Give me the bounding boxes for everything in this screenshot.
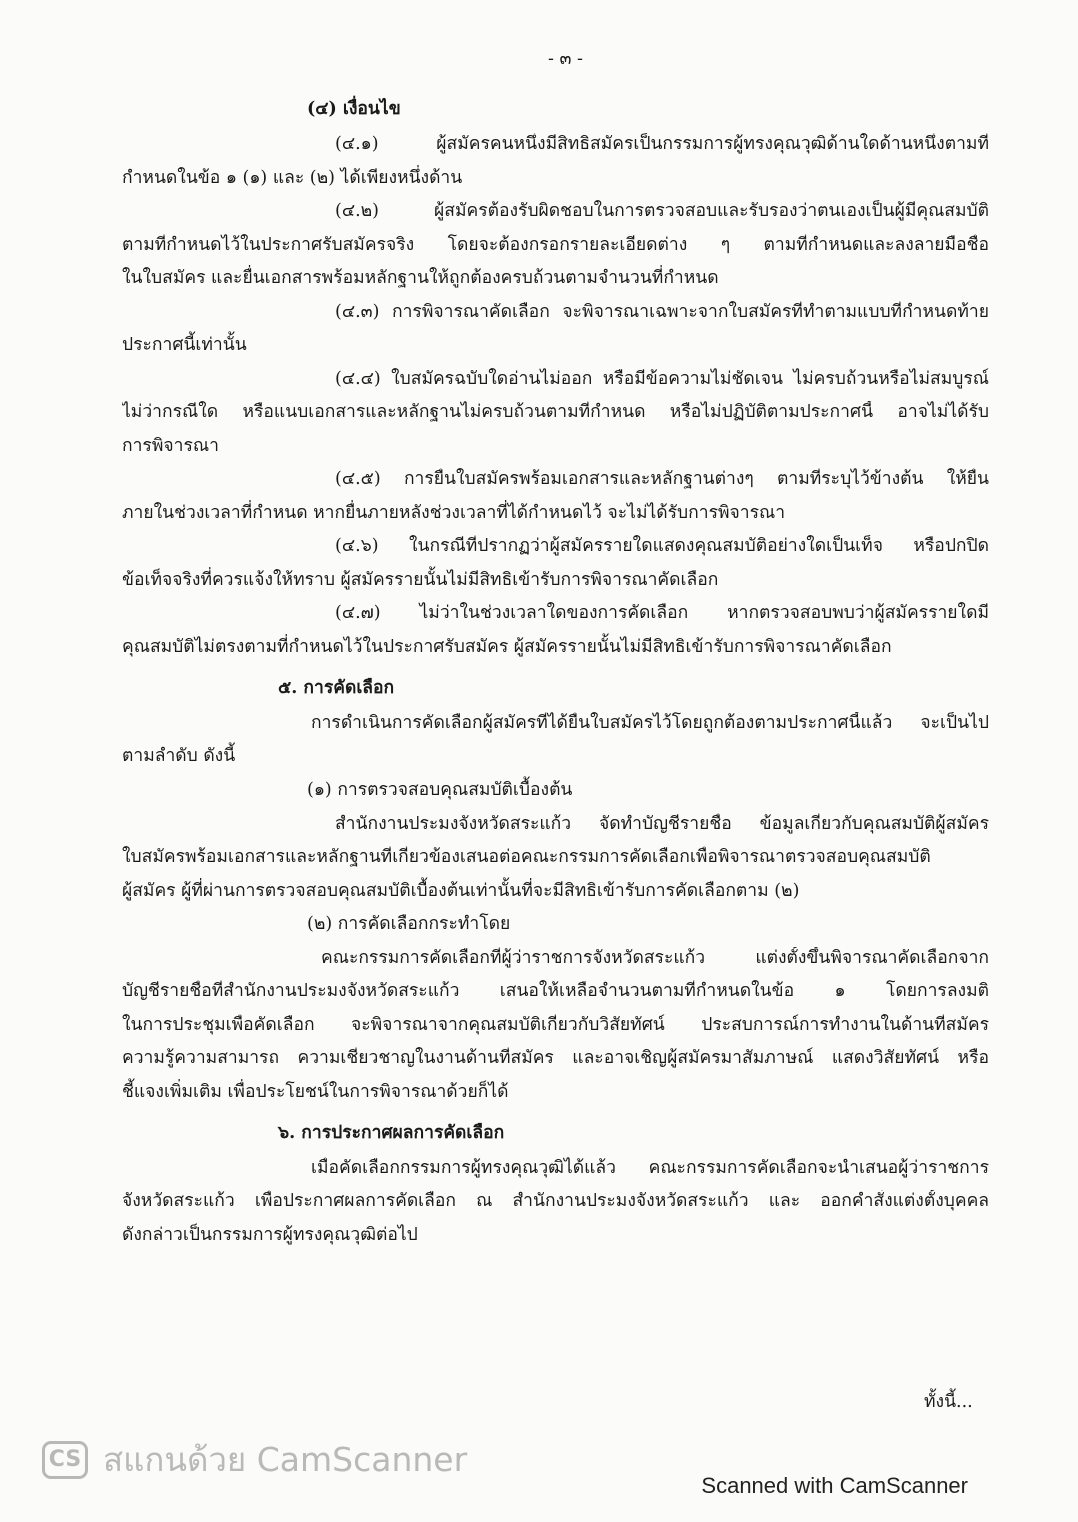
paragraph-line: เมื่อคัดเลือกกรรมการผู้ทรงคุณวุฒิได้แล้ว คณะกรรมการคัดเลือกจะนำเสนอผู้ว่าราชการ (311, 1158, 989, 1178)
clause-4-4: (๔.๔) ใบสมัครฉบับใดอ่านไม่ออก หรือมีข้อความไม่ชัดเจน ไม่ครบถ้วนหรือไม่สมบูรณ์ (335, 369, 989, 389)
camscanner-logo-icon: CS (42, 1441, 88, 1479)
subheading-5-2: (๒) การคัดเลือกกระทำโดย (307, 914, 511, 934)
paragraph-line: การดำเนินการคัดเลือกผู้สมัครที่ได้ยื่นใบสมัครไว้โดยถูกต้องตามประกาศนี้แล้ว จะเป็นไป (311, 713, 989, 733)
clause-4-7: (๔.๗) ไม่ว่าในช่วงเวลาใดของการคัดเลือก หากตรวจสอบพบว่าผู้สมัครรายใดมี (335, 603, 989, 623)
paragraph-line: ในการประชุมเพื่อคัดเลือก จะพิจารณาจากคุณสมบัติเกี่ยวกับวิสัยทัศน์ ประสบการณ์การทำงานในด้านที่สมัคร (122, 1015, 989, 1035)
clause-4-3: (๔.๓) การพิจารณาคัดเลือก จะพิจารณาเฉพาะจากใบสมัครที่ทำตามแบบที่กำหนดท้าย (335, 302, 989, 322)
paragraph-line: ชี้แจงเพิ่มเติม เพื่อประโยชน์ในการพิจารณาด้วยก็ได้ (122, 1082, 509, 1102)
paragraph-line: สำนักงานประมงจังหวัดสระแก้ว จัดทำบัญชีรายชื่อ ข้อมูลเกี่ยวกับคุณสมบัติผู้สมัคร (335, 814, 989, 834)
paragraph-line: การพิจารณา (122, 436, 219, 456)
camscanner-watermark: สแกนด้วย CamScanner (103, 1440, 468, 1479)
subheading-5-1: (๑) การตรวจสอบคุณสมบัติเบื้องต้น (307, 780, 573, 800)
paragraph-line: ดังกล่าวเป็นกรรมการผู้ทรงคุณวุฒิต่อไป (122, 1225, 418, 1245)
section-4-heading: (๔) เงื่อนไข (307, 99, 401, 119)
paragraph-line: ในใบสมัคร และยื่นเอกสารพร้อมหลักฐานให้ถูกต้องครบถ้วนตามจำนวนที่กำหนด (122, 268, 719, 288)
paragraph-line: ความรู้ความสามารถ ความเชี่ยวชาญในงานด้านที่สมัคร และอาจเชิญผู้สมัครมาสัมภาษณ์ แสดงวิสัยทัศน์ หรือ (122, 1048, 989, 1068)
paragraph-line: ภายในช่วงเวลาที่กำหนด หากยื่นภายหลังช่วงเวลาที่ได้กำหนดไว้ จะไม่ได้รับการพิจารณา (122, 503, 786, 523)
scanned-with-footer: Scanned with CamScanner (701, 1473, 968, 1498)
paragraph-line: ข้อเท็จจริงที่ควรแจ้งให้ทราบ ผู้สมัครรายนั้นไม่มีสิทธิเข้ารับการพิจารณาคัดเลือก (122, 570, 719, 590)
paragraph-line: บัญชีรายชื่อที่สำนักงานประมงจังหวัดสระแก้ว เสนอให้เหลือจำนวนตามที่กำหนดในข้อ ๑ โดยการลงมติ (122, 981, 989, 1001)
paragraph-line: ตามที่กำหนดไว้ในประกาศรับสมัครจริง โดยจะต้องกรอกรายละเอียดต่าง ๆ ตามที่กำหนดและลงลายมือชื่อ (122, 235, 989, 255)
section-6-heading: ๖. การประกาศผลการคัดเลือก (278, 1123, 505, 1143)
section-5-heading: ๕. การคัดเลือก (278, 678, 395, 698)
paragraph-line: จังหวัดสระแก้ว เพื่อประกาศผลการคัดเลือก ณ สำนักงานประมงจังหวัดสระแก้ว และ ออกคำสั่งแต่งตั้งบุคคล (122, 1191, 989, 1211)
paragraph-line: ไม่ว่ากรณีใด หรือแนบเอกสารและหลักฐานไม่ครบถ้วนตามที่กำหนด หรือไม่ปฏิบัติตามประกาศนี้ อาจไม่ได้รับ (122, 402, 989, 422)
continuation-text: ทั้งนี้... (924, 1392, 973, 1412)
paragraph-line: คุณสมบัติไม่ตรงตามที่กำหนดไว้ในประกาศรับสมัคร ผู้สมัครรายนั้นไม่มีสิทธิเข้ารับการพิจารณาคัดเลือก (122, 637, 892, 657)
clause-4-1: (๔.๑) ผู้สมัครคนหนึ่งมีสิทธิสมัครเป็นกรรมการผู้ทรงคุณวุฒิด้านใดด้านหนึ่งตามที่ (335, 134, 989, 154)
paragraph-line: ผู้สมัคร ผู้ที่ผ่านการตรวจสอบคุณสมบัติเบื้องต้นเท่านั้นที่จะมีสิทธิเข้ารับการคัดเลือกตาม (๒) (122, 881, 800, 901)
paragraph-line: คณะกรรมการคัดเลือกที่ผู้ว่าราชการจังหวัดสระแก้ว แต่งตั้งขึ้นพิจารณาคัดเลือกจาก (321, 948, 989, 968)
clause-4-5: (๔.๕) การยื่นใบสมัครพร้อมเอกสารและหลักฐานต่างๆ ตามที่ระบุไว้ข้างต้น ให้ยื่น (335, 469, 989, 489)
paragraph-line: ประกาศนี้เท่านั้น (122, 335, 247, 355)
paragraph-line: กำหนดในข้อ ๑ (๑) และ (๒) ได้เพียงหนึ่งด้าน (122, 168, 463, 188)
paragraph-line: ตามลำดับ ดังนี้ (122, 746, 236, 766)
page-number: - ๓ - (548, 49, 583, 69)
clause-4-2: (๔.๒) ผู้สมัครต้องรับผิดชอบในการตรวจสอบและรับรองว่าตนเองเป็นผู้มีคุณสมบัติ (335, 201, 989, 221)
paragraph-line: ใบสมัครพร้อมเอกสารและหลักฐานที่เกี่ยวข้องเสนอต่อคณะกรรมการคัดเลือกเพื่อพิจารณาตรวจสอบคุณสมบัติ (122, 847, 931, 867)
clause-4-6: (๔.๖) ในกรณีที่ปรากฏว่าผู้สมัครรายใดแสดงคุณสมบัติอย่างใดเป็นเท็จ หรือปกปิด (335, 536, 989, 556)
